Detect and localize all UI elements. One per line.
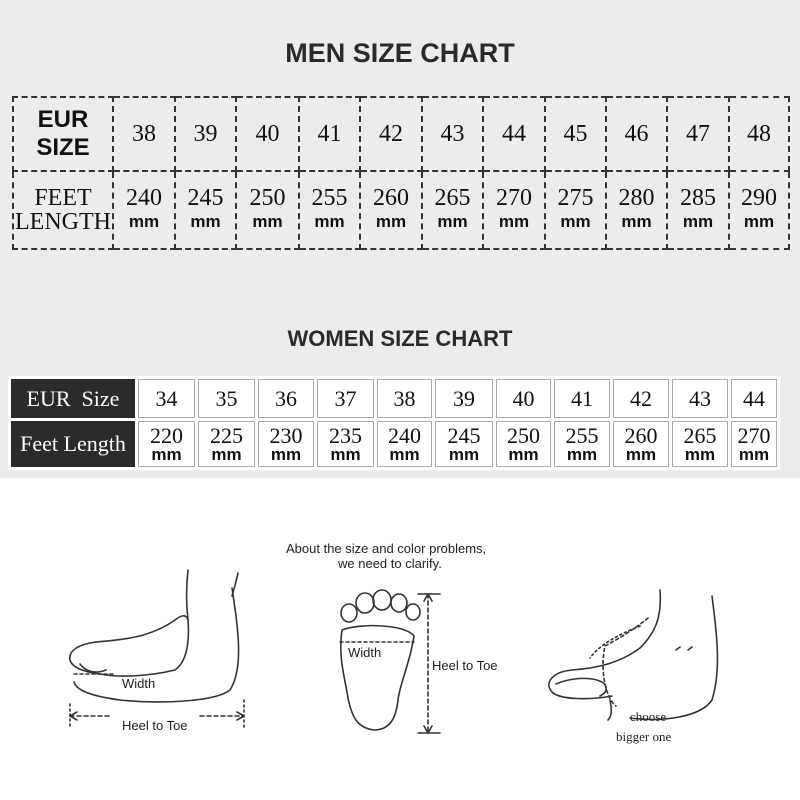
men-length-value: 275 <box>557 185 594 211</box>
size-notice-line1: About the size and color problems, <box>286 541 487 556</box>
women-size-cell: 38 <box>377 379 432 418</box>
men-size-cell: 41 <box>299 97 360 171</box>
women-size-cell: 43 <box>672 379 728 418</box>
women-size-cell: 42 <box>613 379 669 418</box>
women-length-unit: mm <box>389 444 420 464</box>
men-length-unit: mm <box>314 212 345 231</box>
men-feet-length-header <box>13 171 113 249</box>
men-size-cell: 48 <box>729 97 789 171</box>
women-length-value: 225 <box>210 422 243 448</box>
men-size-cell: 47 <box>667 97 729 171</box>
men-length-cell <box>113 171 175 249</box>
women-length-value: 270 <box>737 422 771 448</box>
women-length-unit: mm <box>625 444 657 464</box>
men-feet-length-row <box>13 171 789 249</box>
men-length-unit: mm <box>252 212 283 231</box>
men-size-cell: 45 <box>545 97 606 171</box>
men-size-chart-title: MEN SIZE CHART <box>285 38 515 68</box>
sole-illustration <box>340 590 420 730</box>
men-eur-size-header: EUR SIZE <box>13 97 113 171</box>
women-length-cell <box>672 421 728 467</box>
foot-measurement-diagrams <box>0 478 800 800</box>
men-length-cell <box>360 171 422 249</box>
women-length-unit: mm <box>211 444 242 464</box>
women-length-cell <box>317 421 374 467</box>
women-length-value: 220 <box>150 422 183 448</box>
women-length-unit: mm <box>270 444 302 464</box>
women-size-cell: 34 <box>138 379 195 418</box>
men-length-cell <box>545 171 606 249</box>
men-length-value: 270 <box>496 185 532 211</box>
men-length-value: 265 <box>434 185 471 211</box>
sole-width-label: Width <box>348 645 382 660</box>
women-length-value: 230 <box>269 422 303 448</box>
men-length-value: 240 <box>126 185 162 211</box>
women-eur-size-header: EUR Size <box>11 379 135 418</box>
women-length-cell <box>554 421 610 467</box>
women-length-value: 265 <box>683 422 717 448</box>
men-length-unit: mm <box>743 212 775 231</box>
bigger-one-label: bigger one <box>616 729 672 744</box>
men-size-cell: 46 <box>606 97 667 171</box>
men-length-unit: mm <box>621 212 652 231</box>
women-length-unit: mm <box>330 444 361 464</box>
women-size-cell: 37 <box>317 379 374 418</box>
men-length-cell <box>667 171 729 249</box>
women-size-cell: 41 <box>554 379 610 418</box>
men-size-cell: 39 <box>175 97 236 171</box>
women-size-chart-title: WOMEN SIZE CHART <box>287 326 513 351</box>
shoe-fit-illustration <box>549 590 718 720</box>
men-feet-length-header-line2: LENGTH <box>15 209 111 235</box>
women-length-cell <box>258 421 314 467</box>
men-length-cell <box>175 171 236 249</box>
men-length-value: 280 <box>618 185 655 211</box>
women-length-cell <box>613 421 669 467</box>
women-length-unit: mm <box>151 444 182 464</box>
men-length-unit: mm <box>498 212 530 231</box>
men-length-value: 260 <box>373 185 409 211</box>
men-size-cell: 40 <box>236 97 299 171</box>
men-length-value: 285 <box>680 185 716 211</box>
men-length-value: 245 <box>187 185 224 211</box>
women-size-cell: 44 <box>731 379 777 418</box>
men-length-value: 290 <box>741 185 777 211</box>
men-length-unit: mm <box>682 212 714 231</box>
women-feet-length-header: Feet Length <box>11 421 135 467</box>
women-length-unit: mm <box>448 444 480 464</box>
women-length-cell <box>731 421 777 467</box>
men-size-table <box>12 96 790 250</box>
men-eur-size-row <box>13 97 789 171</box>
women-length-unit: mm <box>566 444 598 464</box>
men-size-cell: 38 <box>113 97 175 171</box>
women-length-value: 250 <box>507 422 540 448</box>
men-length-cell <box>606 171 667 249</box>
men-length-unit: mm <box>437 212 468 231</box>
women-length-cell <box>377 421 432 467</box>
men-size-cell: 42 <box>360 97 422 171</box>
women-size-cell: 39 <box>435 379 493 418</box>
choose-label: choose <box>630 709 667 724</box>
men-length-cell <box>299 171 360 249</box>
men-length-unit: mm <box>128 212 160 231</box>
men-length-unit: mm <box>190 212 221 231</box>
sole-heel-to-toe-label: Heel to Toe <box>432 658 498 673</box>
women-length-cell <box>496 421 551 467</box>
women-eur-size-row <box>11 379 777 418</box>
women-size-cell: 40 <box>496 379 551 418</box>
women-length-unit: mm <box>684 444 716 464</box>
women-length-value: 240 <box>388 422 421 448</box>
women-size-cell: 35 <box>198 379 255 418</box>
women-length-cell <box>435 421 493 467</box>
women-size-table <box>8 376 780 470</box>
men-length-value: 255 <box>311 185 348 211</box>
size-notice-line2: we need to clarify. <box>338 556 442 571</box>
women-length-unit: mm <box>508 444 539 464</box>
men-size-cell: 44 <box>483 97 545 171</box>
women-length-cell <box>198 421 255 467</box>
women-length-value: 235 <box>329 422 362 448</box>
men-length-unit: mm <box>560 212 591 231</box>
women-feet-length-row <box>11 421 777 467</box>
men-length-cell <box>483 171 545 249</box>
side-heel-to-toe-label: Heel to Toe <box>122 718 188 733</box>
men-length-cell <box>422 171 483 249</box>
women-size-cell: 36 <box>258 379 314 418</box>
women-length-value: 245 <box>447 422 481 448</box>
women-length-cell <box>138 421 195 467</box>
side-width-label: Width <box>122 676 156 691</box>
men-feet-length-header-line1: FEET <box>34 185 92 211</box>
men-length-value: 250 <box>249 185 286 211</box>
men-length-cell <box>236 171 299 249</box>
men-length-unit: mm <box>375 212 407 231</box>
women-length-value: 255 <box>565 422 599 448</box>
men-size-cell: 43 <box>422 97 483 171</box>
women-length-value: 260 <box>624 422 658 448</box>
men-length-cell <box>729 171 789 249</box>
women-length-unit: mm <box>738 444 770 464</box>
